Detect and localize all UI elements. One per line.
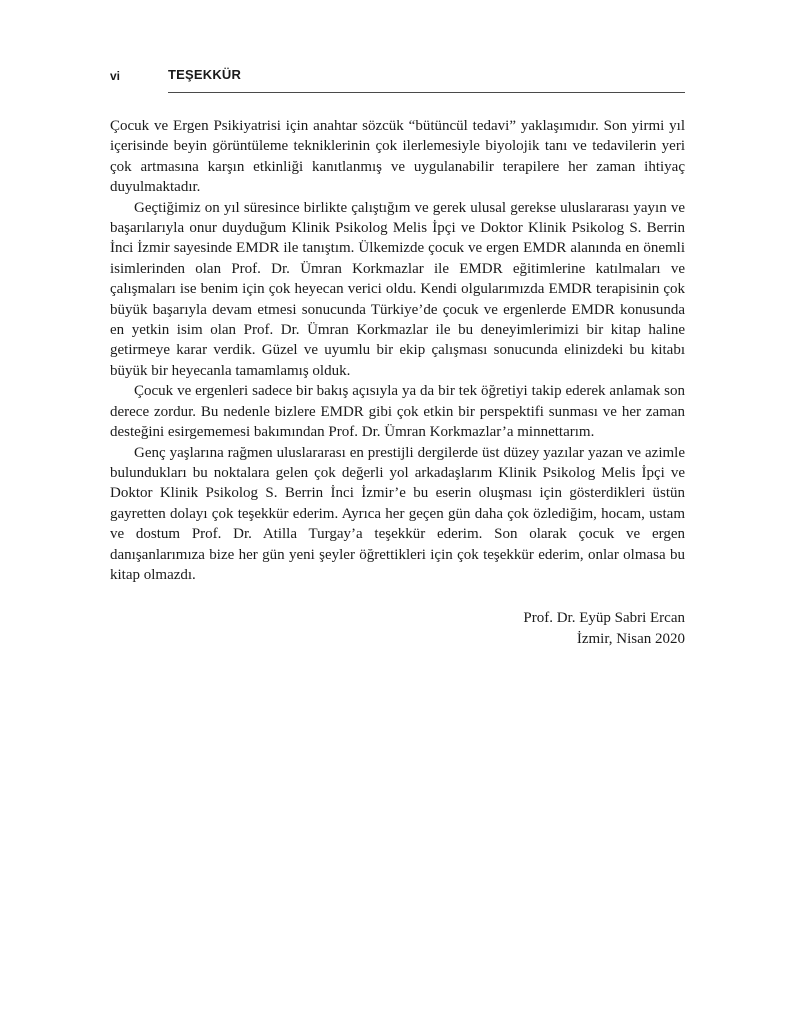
signature-name: Prof. Dr. Eyüp Sabri Ercan (523, 610, 685, 627)
paragraph: Genç yaşlarına rağmen uluslararası en prestijli dergilerde üst düzey yazılar yazan ve azimle bulundukları bu noktalara gelen çok değerli yol arkadaşlarım Klinik Psikolog Melis İpçi ve Doktor Klinik Psikolog S. Berrin İnci İzmir’e bu eserin oluşması için gösterdikleri üstün gayretten dolayı çok teşekkür ederim. Ayrıca her geçen gün daha çok özlediğim, hocam, ustam ve dostum Prof. Dr. Atilla Turgay’a teşekkür ederim. Son olarak çocuk ve ergen danışanlarımıza bize her gün yeni şeyler öğrettikleri için çok teşekkür ederim, onlar olmasa bu kitap olmazdı. (110, 444, 685, 583)
paragraph: Çocuk ve ergenleri sadece bir bakış açısıyla ya da bir tek öğretiyi takip ederek anlamak son derece zordur. Bu nedenle bizlere EMDR gibi çok etkin bir perspektifi sunması ve her zaman desteğini esirgememesi bakımından Prof. Dr. Ümran Korkmazlar’a minnettarım. (110, 383, 685, 441)
paragraph: Geçtiğimiz on yıl süresince birlikte çalıştığım ve gerek ulusal gerekse uluslararası yayın ve başarılarıyla onur duyduğum Klinik Psikolog Melis İpçi ve Doktor Klinik Psikolog S. Berrin İnci İzmir sayesinde EMDR ile tanıştım. Ülkemizde çocuk ve ergen EMDR alanında en önemli isimlerinden olan Prof. Dr. Ümran Korkmazlar ile EMDR eğitimlerine katılmaları ve çalışmaları ise benim için çok heyecan verici oldu. Kendi olgularımızda EMDR terapisinin çok büyük başarıyla devam etmesi sonucunda Türkiye’de çocuk ve ergenlerde EMDR konusunda en yetkin isim olan Prof. Dr. Ümran Korkmazlar ile bu deneyimlerimizi bir kitap haline getirmeye karar verdik. Güzel ve uyumlu bir ekip çalışması sonucunda elinizdeki bu kitabı büyük bir heyecanla tamamlamış olduk. (110, 199, 685, 379)
page-number: vi (110, 69, 121, 83)
page-title: TEŞEKKÜR (168, 67, 242, 82)
header-title-block (168, 66, 685, 93)
page-header (110, 66, 685, 93)
paragraph: Çocuk ve Ergen Psikiyatrisi için anahtar sözcük “bütüncül tedavi” yaklaşımıdır. Son yirmi yıl içerisinde beyin görüntüleme tekniklerinin çok ilerlemesiyle biyolojik tanı ve tedavilerin yeri çok artmasına karşın etkinliği kanıtlanmış ve uygulanabilir terapilere her zaman ihtiyaç duyulmaktadır. (110, 118, 685, 196)
signature-place-date: İzmir, Nisan 2020 (576, 631, 685, 648)
signature-block (110, 608, 685, 650)
acknowledgments-text (110, 116, 685, 650)
